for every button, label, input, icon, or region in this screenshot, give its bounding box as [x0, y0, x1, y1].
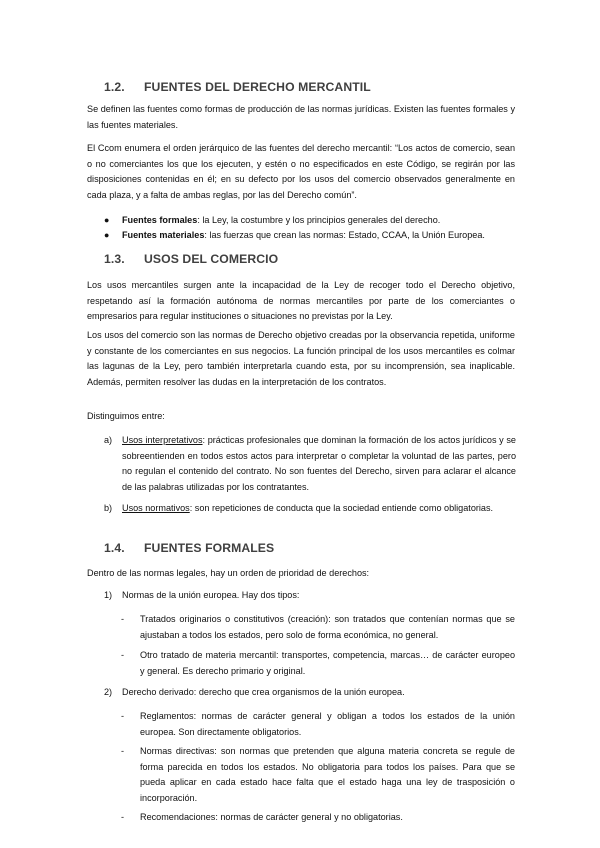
bullet-term: Fuentes materiales — [122, 230, 205, 240]
paragraph: Los usos mercantiles surgen ante la incapacidad de la Ley de recoger todo el Derecho objetivo, respetando así la formación autónoma de normas mercantiles por parte de los comerciantes o empresarios para regular instituciones o situaciones no previstas por la Ley. — [87, 280, 515, 321]
dash-marker: - — [121, 614, 125, 624]
list-marker: 2) — [104, 687, 113, 697]
list-term: Usos interpretativos — [122, 435, 203, 445]
paragraph: Los usos del comercio son las normas de Derecho objetivo creadas por la observancia repetida, uniforme y constante de los comerciantes en sus negocios. La función principal de los usos mercantiles es colmar las lagunas de la Ley, pero también interpretarla cuando esta, por su incomprensión, sea inaplicable. Además, permiten resolver las dudas en la interpretación de los contratos. — [87, 330, 515, 387]
section-heading-1-4 — [104, 541, 274, 555]
dash-marker: - — [121, 711, 125, 721]
sub-list-text: Normas directivas: son normas que pretenden que alguna materia concreta se regule de forma parecida en todos los estados. No obligatoria para todos los países. Para que se pueda aplicar en cada estado hace falta que el estado haga una ley de trasposición o incorporación. — [140, 746, 515, 803]
list-text: Derecho derivado: derecho que crea organismos de la unión europea. — [122, 687, 405, 697]
list-text: : prácticas profesionales que dominan la formación de los actos jurídicos y se sobreentienden en todos estos actos para interpretar o completar la voluntad de las partes, pero no regulan el contenido del contrato. No son fuentes del Derecho, sirven para aclarar el alcance de las palabras utilizadas por los contratantes. — [122, 435, 516, 492]
list-marker: b) — [104, 503, 113, 513]
bullet-text: : la Ley, la costumbre y los principios generales del derecho. — [197, 215, 441, 225]
sub-list-text: Otro tratado de materia mercantil: transportes, competencia, marcas… de carácter europeo y general. Es derecho primario y original. — [140, 650, 515, 676]
section-title: USOS DEL COMERCIO — [144, 252, 279, 266]
dash-marker: - — [121, 812, 125, 822]
section-heading-1-3 — [104, 252, 278, 266]
paragraph: Dentro de las normas legales, hay un orden de prioridad de derechos: — [87, 568, 370, 578]
section-number: 1.2. — [104, 80, 125, 94]
sub-list-text: Recomendaciones: normas de carácter general y no obligatorias. — [140, 812, 403, 822]
bullet-text: : las fuerzas que crean las normas: Estado, CCAA, la Unión Europea. — [204, 230, 485, 240]
sub-list-text: Reglamentos: normas de carácter general y obligan a todos los estados de la unión europea. Son directamente obligatorios. — [140, 711, 515, 737]
bullet-icon: ● — [104, 215, 110, 225]
sub-list-text: Tratados originarios o constitutivos (creación): son tratados que contenían normas que se ajustaban a todos los estados, pero solo de forma económica, no general. — [140, 614, 515, 640]
bullet-term: Fuentes formales — [122, 215, 198, 225]
paragraph: Distinguimos entre: — [87, 411, 165, 421]
section-heading-1-2 — [104, 80, 371, 94]
bullet-icon: ● — [104, 230, 110, 240]
section-number: 1.3. — [104, 252, 125, 266]
list-term: Usos normativos — [122, 503, 190, 513]
list-text: Normas de la unión europea. Hay dos tipos: — [122, 590, 300, 600]
list-marker: 1) — [104, 590, 113, 600]
section-number: 1.4. — [104, 541, 125, 555]
list-marker: a) — [104, 435, 113, 445]
section-title: FUENTES DEL DERECHO MERCANTIL — [144, 80, 371, 94]
list-text: : son repeticiones de conducta que la sociedad entiende como obligatorias. — [189, 503, 494, 513]
dash-marker: - — [121, 746, 125, 756]
paragraph-quote: El Ccom enumera el orden jerárquico de las fuentes del derecho mercantil: “Los actos de comercio, sean o no comerciantes los que los ejecuten, y estén o no especificados en este Código, se regirán por las disposiciones contenidas en él; en su defecto por los usos del comercio observados generalmente en cada plaza, y a falta de ambas reglas, por las del Derecho común”. — [87, 143, 515, 200]
paragraph: Se definen las fuentes como formas de producción de las normas jurídicas. Existen las fuentes formales y las fuentes materiales. — [87, 104, 515, 130]
dash-marker: - — [121, 650, 125, 660]
section-title: FUENTES FORMALES — [144, 541, 275, 555]
